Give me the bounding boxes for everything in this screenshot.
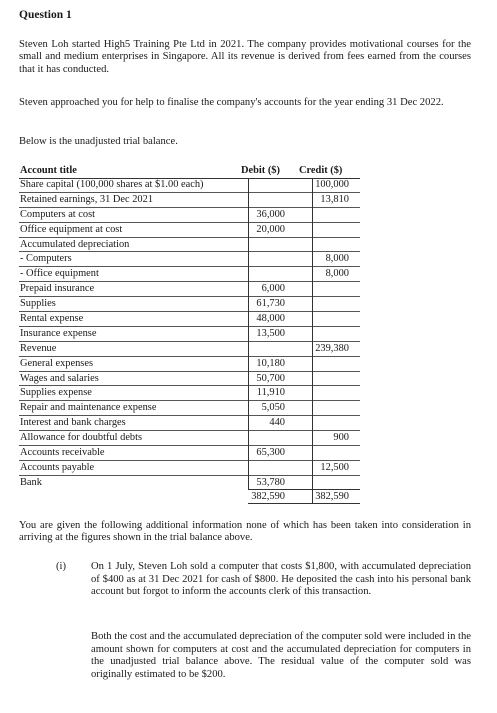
trial-balance-row xyxy=(19,401,360,416)
debit-amount: 11,910 xyxy=(256,387,285,399)
debit-amount: 65,300 xyxy=(256,447,285,459)
account-title: - Office equipment xyxy=(20,268,99,280)
trial-balance-row xyxy=(19,312,360,327)
account-title: - Computers xyxy=(20,253,72,265)
account-title: Supplies xyxy=(20,298,56,310)
credit-amount: 900 xyxy=(333,432,349,444)
trial-balance-row xyxy=(19,282,360,297)
item-number: (i) xyxy=(56,561,66,572)
account-title: Accounts receivable xyxy=(20,447,105,459)
account-title: Repair and maintenance expense xyxy=(20,402,157,414)
debit-amount: 10,180 xyxy=(256,357,285,369)
trial-balance-row xyxy=(19,238,360,253)
account-title: Wages and salaries xyxy=(20,372,99,384)
account-title: General expenses xyxy=(20,357,93,369)
additional-info-paragraph: You are given the following additional information none of which has been taken into consideration in arriving at the figures shown in the trial balance above. xyxy=(19,520,471,544)
credit-amount: 13,810 xyxy=(320,193,349,205)
trial-balance-row xyxy=(19,178,360,193)
trial-balance-row xyxy=(19,431,360,446)
debit-amount: 48,000 xyxy=(256,313,285,325)
account-title: Rental expense xyxy=(20,313,84,325)
account-title: Revenue xyxy=(20,342,57,354)
debit-amount: 36,000 xyxy=(256,208,285,220)
credit-amount: 239,380 xyxy=(315,342,349,354)
debit-amount: 50,700 xyxy=(256,372,285,384)
total-credit: 382,590 xyxy=(315,490,349,502)
credit-amount: 8,000 xyxy=(325,268,349,280)
intro-paragraph-2: Steven approached you for help to finalise the company's accounts for the year ending 31 Dec 2022. xyxy=(19,97,444,108)
account-title: Computers at cost xyxy=(20,208,96,220)
header-rule xyxy=(19,178,360,179)
header-debit: Debit ($) xyxy=(241,165,280,176)
account-title: Insurance expense xyxy=(20,327,97,339)
item-paragraph-2: Both the cost and the accumulated depreciation of the computer sold were included in the amount shown for computers at cost and the accumulated depreciation for computers in the unadjusted trial balance above. The residual value of the computer sold was originally estimated to be $200. xyxy=(91,631,471,680)
trial-balance-row xyxy=(19,372,360,387)
account-title: Accounts payable xyxy=(20,461,95,473)
trial-balance-row xyxy=(19,193,360,208)
credit-amount: 12,500 xyxy=(320,461,349,473)
account-title: Supplies expense xyxy=(20,387,92,399)
credit-amount: 100,000 xyxy=(315,179,349,190)
account-title: Allowance for doubtful debts xyxy=(20,432,143,444)
total-debit: 382,590 xyxy=(251,490,285,502)
credit-column-rule xyxy=(312,178,313,503)
trial-balance-row xyxy=(19,208,360,223)
trial-balance-row xyxy=(19,386,360,401)
account-title: Retained earnings, 31 Dec 2021 xyxy=(20,193,154,205)
header-credit: Credit ($) xyxy=(299,165,343,176)
account-title: Accumulated depreciation xyxy=(20,238,130,250)
debit-amount: 53,780 xyxy=(256,476,285,488)
total-top-rule xyxy=(248,489,360,490)
intro-paragraph-1: Steven Loh started High5 Training Pte Ltd in 2021. The company provides motivational courses for the small and medium enterprises in Singapore. All its revenue is derived from fees earned from the courses that it has conducted. xyxy=(19,39,471,75)
intro-paragraph-3: Below is the unadjusted trial balance. xyxy=(19,136,178,147)
total-bottom-rule xyxy=(248,503,360,504)
trial-balance-row xyxy=(19,327,360,342)
debit-amount: 6,000 xyxy=(261,283,285,295)
account-title: Interest and bank charges xyxy=(20,417,126,429)
trial-balance-header xyxy=(19,165,360,178)
trial-balance-table xyxy=(19,165,360,505)
debit-amount: 5,050 xyxy=(261,402,285,414)
account-title: Office equipment at cost xyxy=(20,223,123,235)
trial-balance-row xyxy=(19,297,360,312)
item-paragraph-1: On 1 July, Steven Loh sold a computer that costs $1,800, with accumulated depreciation of $400 as at 31 Dec 2021 for cash of $800. He deposited the cash into his personal bank account but forgot to inform the accounts clerk of this transaction. xyxy=(91,561,471,598)
credit-amount: 8,000 xyxy=(325,253,349,265)
trial-balance-row xyxy=(19,476,360,490)
trial-balance-row xyxy=(19,446,360,461)
account-title: Share capital (100,000 shares at $1.00 each) xyxy=(20,179,204,190)
trial-balance-rows xyxy=(19,178,360,490)
debit-column-rule xyxy=(248,178,249,490)
trial-balance-row xyxy=(19,357,360,372)
trial-balance-row xyxy=(19,342,360,357)
question-heading: Question 1 xyxy=(19,9,72,21)
account-title: Prepaid insurance xyxy=(20,283,95,295)
trial-balance-row xyxy=(19,252,360,267)
debit-amount: 440 xyxy=(269,417,285,429)
debit-amount: 20,000 xyxy=(256,223,285,235)
debit-amount: 61,730 xyxy=(256,298,285,310)
trial-balance-row xyxy=(19,223,360,238)
trial-balance-row xyxy=(19,461,360,476)
account-title: Bank xyxy=(20,476,42,488)
debit-amount: 13,500 xyxy=(256,327,285,339)
header-account-title: Account title xyxy=(20,165,77,176)
trial-balance-row xyxy=(19,416,360,431)
trial-balance-row xyxy=(19,267,360,282)
